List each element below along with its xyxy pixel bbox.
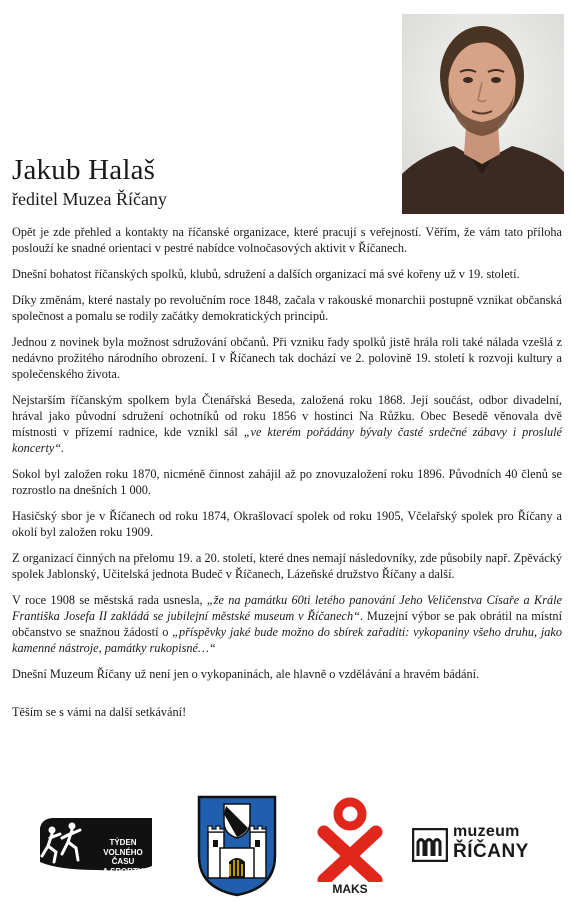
ricany-coat-of-arms xyxy=(196,794,278,898)
article-body xyxy=(12,224,562,730)
maks-logo-icon xyxy=(316,796,384,882)
paragraph-museum-1908 xyxy=(12,592,562,656)
person-role: ředitel Muzea Říčany xyxy=(12,189,167,209)
tyden-volneho-casu-logo xyxy=(38,812,156,876)
paragraph-1848: Díky změnám, které nastaly po revolučním roce 1848, začala v rakouské monarchii postupně vznikat občanská společnost a pomalu se rodily začátky demokratických principů. xyxy=(12,293,562,323)
ricany-label: ŘÍČANY xyxy=(453,841,529,862)
closing-line: Těším se s vámi na další setkávání! xyxy=(12,705,187,719)
tyden-line-3: A SPORTU xyxy=(102,866,144,876)
paragraph-roots: Dnešní bohatost říčanských spolků, klubů, sdružení a dalších organizací má své kořeny už v 19. století. xyxy=(12,267,520,281)
museum-building-icon xyxy=(412,828,448,862)
museum-quote-1: „že na památku 60ti letého panování Jeho Veličenstva Císaře a Krále Františka Josefa II zakládá se jubilejní městské museum v Říčanech“ xyxy=(12,593,562,623)
paragraph-museum-today: Dnešní Muzeum Říčany už není jen o vykopaninách, ale hlavně o vzdělávání a hravém bádání. xyxy=(12,667,480,681)
person-name: Jakub Halaš xyxy=(12,154,156,186)
maks-logo xyxy=(316,796,384,898)
paragraph-intro: Opět je zde přehled a kontakty na říčanské organizace, které pracují s veřejností. Věřím, že vám tato příloha poslouží ke snadné orientaci v pestré nabídce volnočasových aktivit v Říčanech. xyxy=(12,225,562,255)
tyden-line-2: VOLNÉHO ČASU xyxy=(103,847,143,866)
paragraph-beseda xyxy=(12,392,562,456)
coat-of-arms-icon xyxy=(196,794,278,898)
beseda-text: Nejstarším říčanským spolkem byla Čtenářská Beseda, založená roku 1868. Její součást, odbor divadelní, hrával jako původní sdružení ochotníků od roku 1856 v hostinci Na Růžku. Obec Besedě věnovala dvě místnosti v přízemí radnice, kde vznikl sál xyxy=(12,393,562,439)
paragraph-association: Jednou z novinek byla možnost sdružování občanů. Při vzniku řady spolků jistě hrála roli také nálada vzešlá z nedávno prožitého národního obrození. I v Říčanech tak dochází ve 2. polovině 19. století k rozvoji kultury a společenského života. xyxy=(12,335,562,381)
tyden-logo-text xyxy=(92,838,154,876)
portrait-photo xyxy=(402,14,564,214)
paragraph-hasici: Hasičský sbor je v Říčanech od roku 1874, Okrašlovací spolek od roku 1905, Včelařský spolek pro Říčany a okolí byl založen roku 1909. xyxy=(12,509,562,539)
tyden-line-1: TÝDEN xyxy=(109,838,137,847)
beseda-quote: „ve kterém pořádány bývaly časté srdečné zábavy i proslulé koncerty“. xyxy=(12,425,563,455)
muzeum-ricany-logo xyxy=(412,820,536,870)
museum-quote-2: „příspěvky jaké bude možno do sbírek zařaditi: vykopaniny všeho druhu, jako kamenné nástroje, památky rukopisné…“ xyxy=(12,625,563,655)
muzeum-label: muzeum xyxy=(453,823,520,840)
partner-logos xyxy=(0,790,571,900)
museum-text-b: . Muzejní výbor se pak obrátil na místní občanstvo se snažnou žádostí o xyxy=(12,609,562,639)
maks-label: MAKS xyxy=(332,882,368,896)
museum-text-a: V roce 1908 se městská rada usnesla, xyxy=(12,593,207,607)
paragraph-sokol: Sokol byl založen roku 1870, nicméně činnost zahájil až po znovuzaložení roku 1896. Původních 40 členů se rozrostlo na dnešních 1 000. xyxy=(12,467,562,497)
paragraph-organizations: Z organizací činných na přelomu 19. a 20. století, které dnes nemají následovníky, zde působily např. Zpěvácký spolek Jablonský, Učitelská jednota Budeč v Říčanech, Lázeňské družstvo Říčany a další. xyxy=(12,551,562,581)
